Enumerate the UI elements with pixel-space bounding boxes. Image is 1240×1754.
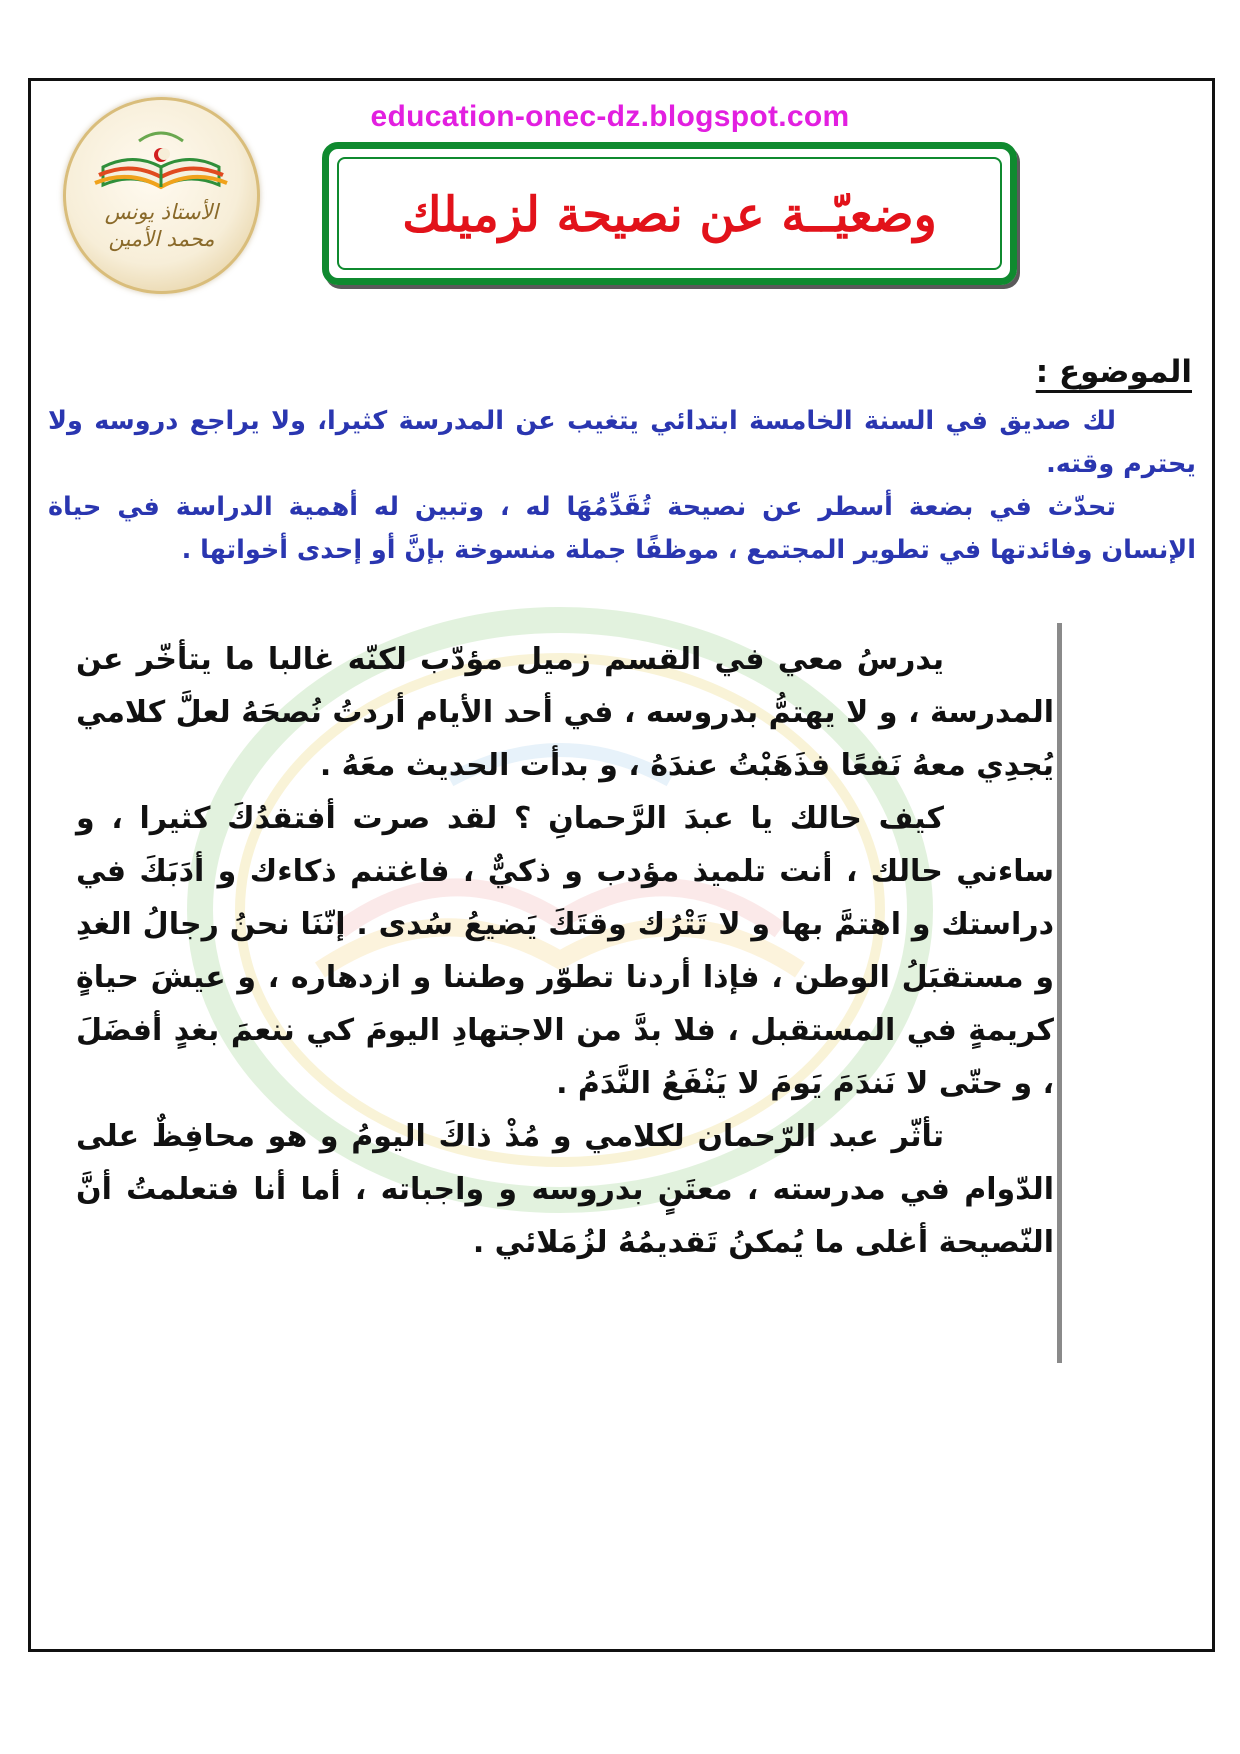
logo-name-line2: محمد الأمين [108, 227, 215, 251]
title-box [322, 142, 1017, 285]
essay-margin-line [1057, 623, 1062, 1363]
site-url[interactable]: education-onec-dz.blogspot.com [370, 100, 850, 133]
essay-paragraph: يدرسُ معي في القسم زميل مؤدّب لكنّه غالبا ما يتأخّر عن المدرسة ، و لا يهتمُّ بدروسه ، في أحد الأيام أردتُ نُصحَهُ لعلَّ كلامي يُجدِي معهُ نَفعًا فذَهَبْتُ عندَهُ ، و بدأت الحديث معَهُ . [76, 642, 1054, 783]
subject-paragraph: لك صديق في السنة الخامسة ابتدائي يتغيب عن المدرسة كثيرا، ولا يراجع دروسه ولا يحترم وقته. [48, 406, 1196, 479]
open-book-logo-icon [63, 97, 260, 294]
essay-text [76, 633, 1054, 1269]
logo-name-line1: الأستاذ يونس [104, 200, 219, 224]
page-title: وضعيّــة عن نصيحة لزميلك [402, 187, 937, 243]
subject-paragraph: تحدّث في بضعة أسطر عن نصيحة تُقَدِّمُهَا له ، وتبين له أهمية الدراسة في حياة الإنسان وفائدتها في تطوير المجتمع ، موظفًا جملة منسوخة بإنَّ أو إحدى أخواتها . [48, 492, 1196, 565]
author-logo [63, 97, 260, 294]
subject-prompt [48, 400, 1196, 572]
essay-paragraph: تأثّر عبد الرّحمان لكلامي و مُذْ ذاكَ اليومُ و هو محافِظٌ على الدّوام في مدرسته ، معتَنٍ بدروسه و واجباته ، أما أنا فتعلمتُ أنَّ النّصيحة أغلى ما يُمكنُ تَقديمُهُ لزُمَلائي . [76, 1119, 1054, 1260]
subject-heading: الموضوع : [1035, 354, 1192, 390]
essay-paragraph: كيف حالك يا عبدَ الرَّحمانِ ؟ لقد صرت أفتقدُكَ كثيرا ، و ساءني حالك ، أنت تلميذ مؤدب و ذكيٌّ ، فاغتنم ذكاءك و أدَبَكَ في دراستك و اهتمَّ بها و لا تَتْرُك وقتَكَ يَضيعُ سُدى . إنّنَا نحنُ رجالُ الغدِ و مستقبَلُ الوطن ، فإذا أردنا تطوّر وطننا و ازدهاره ، و عيشَ حياةٍ كريمةٍ في المستقبل ، فلا بدَّ من الاجتهادِ اليومَ كي ننعمَ بغدٍ أفضَلَ ، و حتّى لا نَندَمَ يَومَ لا يَنْفَعُ النَّدَمُ . [76, 801, 1054, 1101]
